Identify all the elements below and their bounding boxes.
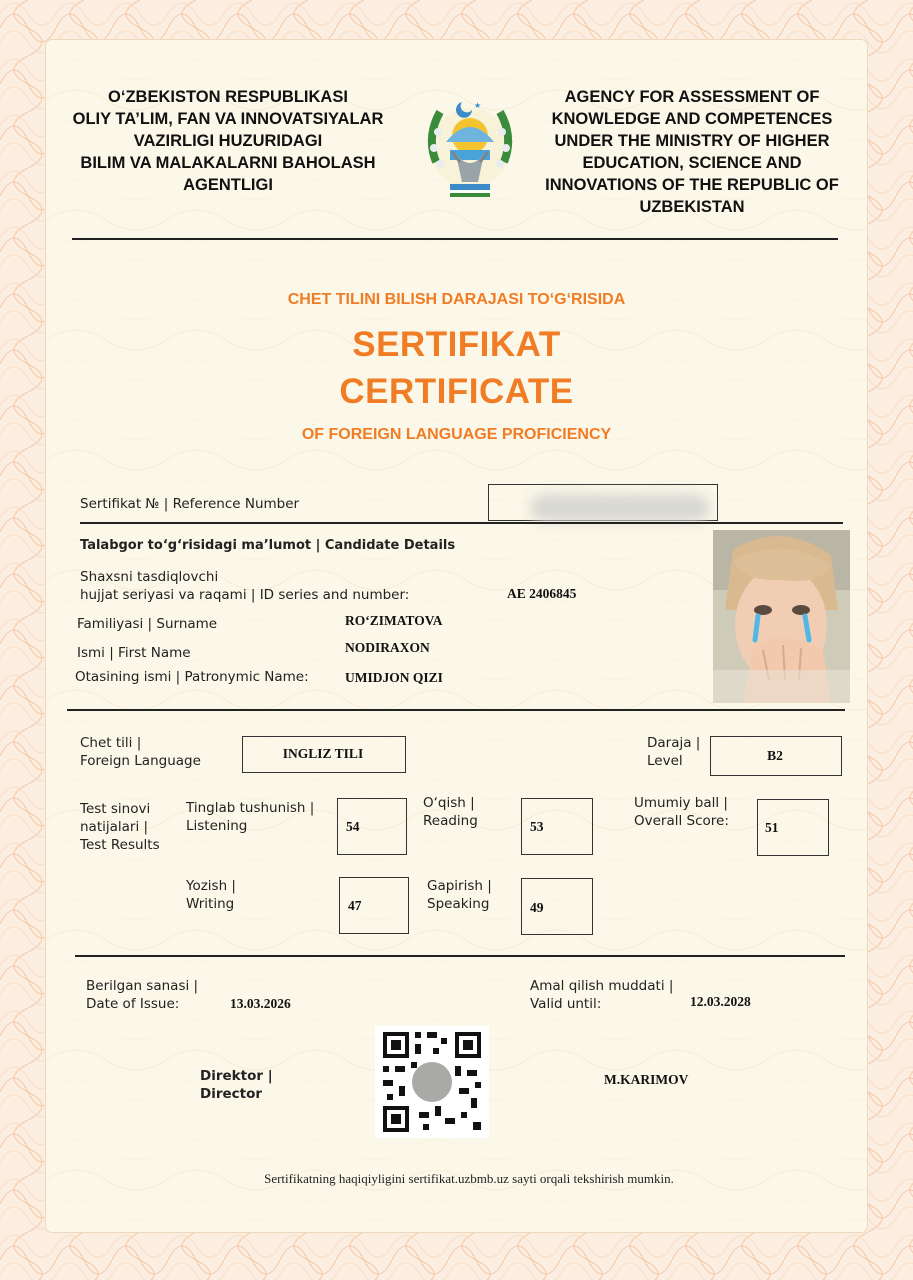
issue-date-value: 13.03.2026 bbox=[230, 996, 291, 1011]
certificate-subtitle-bottom: OF FOREIGN LANGUAGE PROFICIENCY bbox=[301, 426, 612, 443]
reference-label: Sertifikat № | Reference Number bbox=[80, 496, 300, 512]
id-label: Shaxsni tasdiqlovchi hujjat seriyasi va raqami | ID series and number: bbox=[80, 569, 410, 603]
candidate-photo bbox=[713, 530, 850, 703]
overall-label: Umumiy ball | Overall Score: bbox=[634, 795, 729, 829]
level-value: B2 bbox=[767, 748, 783, 763]
writing-score: 47 bbox=[348, 898, 362, 913]
agency-name-uz: O‘ZBEKISTON RESPUBLIKASI OLIY TA’LIM, FAN VA INNOVATSIYALAR VAZIRLIGI HUZURIDAGI BILIM VA MALAKALARNI BAHOLASH AGENTLIGI bbox=[72, 88, 384, 194]
reading-score: 53 bbox=[530, 819, 544, 834]
redacted-reference-number bbox=[530, 494, 710, 522]
patronymic-label: Otasining ismi | Patronymic Name: bbox=[75, 669, 309, 685]
overall-score: 51 bbox=[765, 820, 779, 835]
candidate-section-title: Talabgor to‘g‘risidagi ma’lumot | Candidate Details bbox=[80, 538, 456, 553]
candidate-divider bbox=[67, 709, 845, 711]
surname-value: RO‘ZIMATOVA bbox=[345, 613, 443, 628]
language-value: INGLIZ TILI bbox=[282, 746, 364, 761]
reference-divider bbox=[80, 522, 843, 524]
listening-score: 54 bbox=[346, 819, 360, 834]
certificate-title-en: CERTIFICATE bbox=[339, 372, 574, 411]
state-emblem-icon bbox=[416, 92, 524, 200]
certificate-subtitle-top: CHET TILINI BILISH DARAJASI TO‘G‘RISIDA bbox=[287, 291, 626, 308]
writing-label: Yozish | Writing bbox=[186, 878, 236, 912]
id-value: AE 2406845 bbox=[507, 586, 577, 601]
header-divider bbox=[72, 238, 838, 240]
firstname-value: NODIRAXON bbox=[345, 640, 430, 655]
listening-label: Tinglab tushunish | Listening bbox=[186, 800, 315, 834]
level-label: Daraja | Level bbox=[647, 735, 701, 769]
verification-qr-code[interactable] bbox=[375, 1026, 489, 1138]
director-label: Direktor | Director bbox=[200, 1068, 273, 1102]
patronymic-value: UMIDJON QIZI bbox=[345, 670, 443, 685]
reading-label: O‘qish | Reading bbox=[423, 795, 478, 829]
test-results-label: Test sinovi natijalari | Test Results bbox=[80, 801, 160, 853]
valid-until-label: Amal qilish muddati | Valid until: bbox=[530, 978, 674, 1012]
issue-date-label: Berilgan sanasi | Date of Issue: bbox=[86, 978, 199, 1012]
director-name: M.KARIMOV bbox=[604, 1072, 689, 1087]
firstname-label: Ismi | First Name bbox=[77, 645, 191, 661]
results-divider bbox=[75, 955, 845, 957]
verification-note: Sertifikatning haqiqiyligini sertifikat.uzbmb.uz sayti orqali tekshirish mumkin. bbox=[264, 1171, 674, 1186]
svg-text:★: ★ bbox=[474, 101, 482, 110]
certificate-title-uz: SERTIFIKAT bbox=[352, 325, 561, 364]
surname-label: Familiyasi | Surname bbox=[77, 616, 218, 632]
language-label: Chet tili | Foreign Language bbox=[80, 735, 201, 769]
speaking-label: Gapirish | Speaking bbox=[427, 878, 492, 912]
valid-until-value: 12.03.2028 bbox=[690, 994, 751, 1009]
speaking-score: 49 bbox=[530, 900, 544, 915]
agency-name-en: AGENCY FOR ASSESSMENT OF KNOWLEDGE AND COMPETENCES UNDER THE MINISTRY OF HIGHER EDUCATION, SCIENCE AND INNOVATIONS OF THE REPUBLIC OF UZBEKISTAN bbox=[545, 88, 839, 216]
